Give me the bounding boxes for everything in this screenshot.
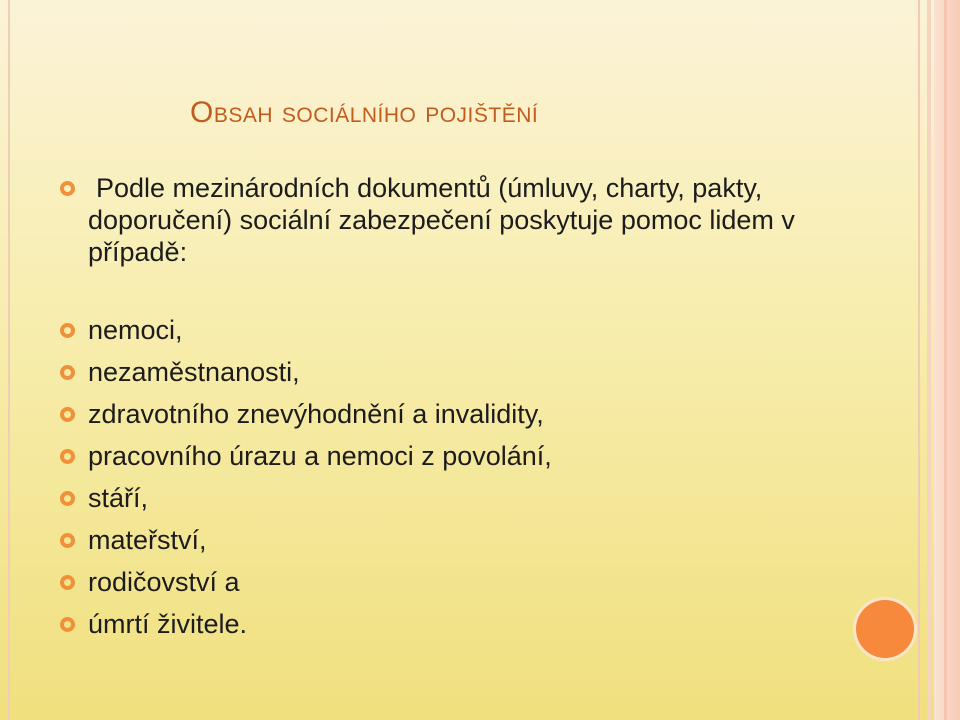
intro-text: Podle mezinárodních dokumentů (úmluvy, charty, pakty, doporučení) sociální zabezpečení poskytuje pomoc lidem v případě: (88, 173, 795, 267)
list-item-text: pracovního úrazu a nemoci z povolání, (88, 441, 552, 471)
list-item-text: zdravotního znevýhodnění a invalidity, (88, 399, 544, 429)
ring-bullet-icon (60, 617, 75, 632)
list-item (60, 603, 850, 645)
list-item (60, 519, 850, 561)
decor-stripe (918, 0, 920, 720)
ring-bullet-icon (60, 449, 75, 464)
list-item-text: mateřství, (88, 525, 207, 555)
ring-bullet-icon (60, 533, 75, 548)
decor-stripe (934, 0, 960, 720)
decor-stripe (944, 0, 947, 720)
list-item-text: nezaměstnanosti, (88, 357, 300, 387)
ring-bullet-icon (60, 323, 75, 338)
ring-bullet-icon (60, 491, 75, 506)
ring-bullet-icon (60, 575, 75, 590)
list-item (60, 309, 850, 351)
ring-bullet-icon (60, 365, 75, 380)
list-item (60, 351, 850, 393)
list-item-text: rodičovství a (88, 567, 240, 597)
slide-title: Obsah sociálního pojištění (190, 96, 539, 129)
frame-line-left (8, 0, 10, 720)
list-item (60, 561, 850, 603)
list-item (60, 477, 850, 519)
ring-bullet-icon (60, 407, 75, 422)
list-item (60, 393, 850, 435)
intro-paragraph (60, 172, 850, 268)
list-item-text: nemoci, (88, 315, 183, 345)
orange-circle-decoration (856, 600, 914, 658)
list-item-text: stáří, (88, 483, 149, 513)
list-item (60, 435, 850, 477)
decor-stripe (927, 0, 931, 720)
bullet-list (60, 172, 850, 645)
ring-bullet-icon (60, 181, 75, 196)
list-item-text: úmrtí živitele. (88, 609, 248, 639)
